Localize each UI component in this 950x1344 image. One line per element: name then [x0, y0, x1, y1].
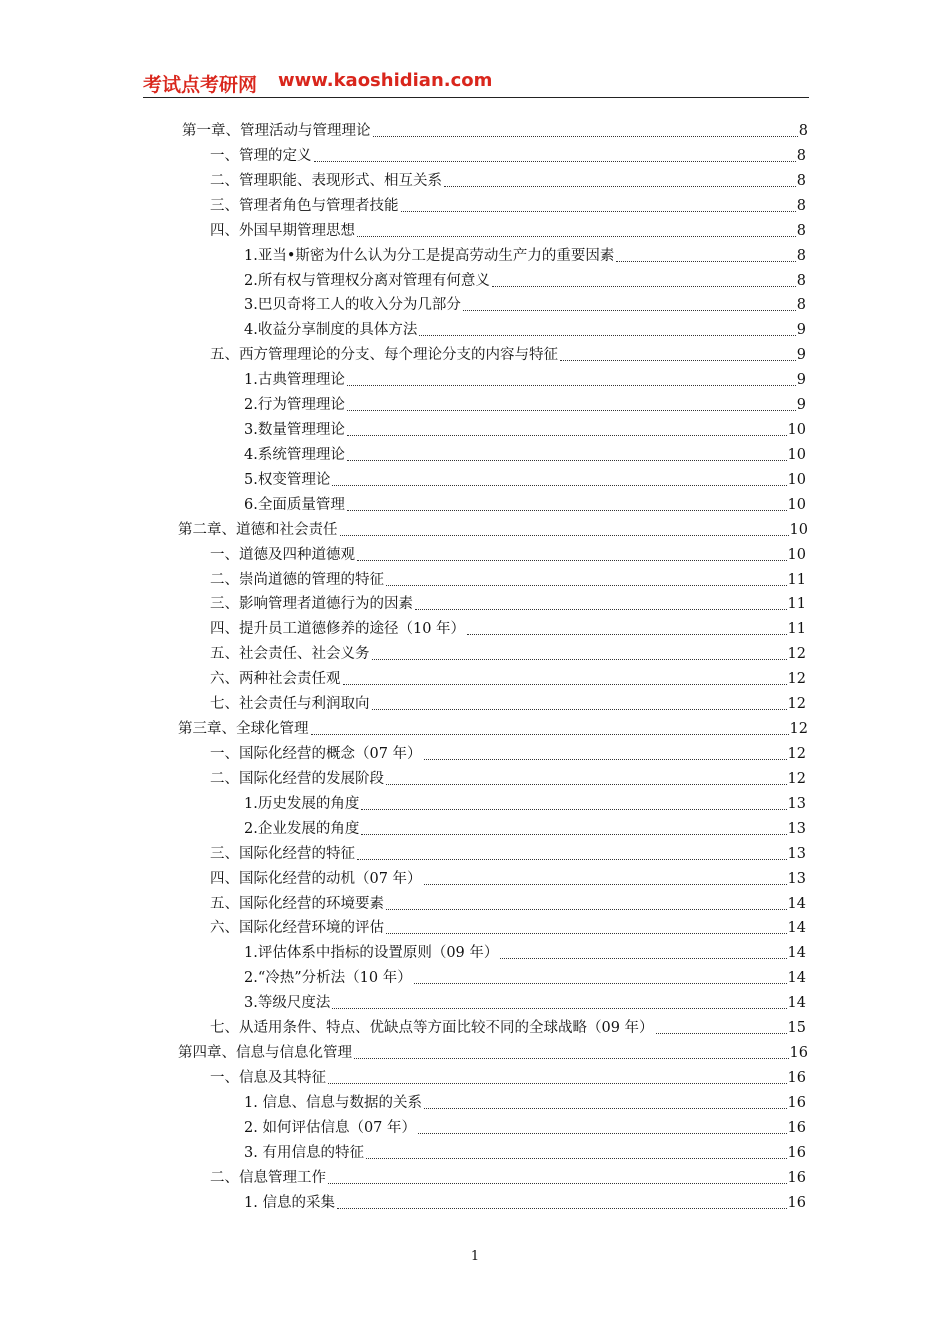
toc-entry-title: 第四章、信息与信息化管理	[178, 1045, 352, 1062]
toc-entry[interactable]	[244, 314, 806, 339]
toc-entry-page: 12	[787, 770, 806, 787]
toc-dot-leader	[372, 649, 787, 660]
toc-entry-page: 12	[787, 696, 806, 713]
toc-entry[interactable]	[244, 987, 806, 1012]
toc-entry-page: 14	[787, 970, 806, 987]
toc-entry-title: 3.等级尺度法	[244, 995, 331, 1012]
toc-dot-leader	[414, 973, 787, 984]
toc-entry[interactable]	[210, 165, 806, 190]
toc-entry[interactable]	[244, 364, 806, 389]
toc-dot-leader	[424, 874, 787, 885]
toc-entry-title: 4.收益分享制度的具体方法	[244, 322, 418, 339]
toc-dot-leader	[467, 624, 786, 635]
toc-entry-title: 一、道德及四种道德观	[210, 546, 355, 563]
toc-dot-leader	[337, 1198, 787, 1209]
toc-entry[interactable]	[210, 863, 806, 888]
toc-dot-leader	[386, 923, 787, 934]
toc-entry-title: 二、管理职能、表现形式、相互关系	[210, 172, 442, 189]
toc-entry-page: 10	[789, 521, 808, 538]
toc-entry-page: 10	[787, 422, 806, 439]
toc-entry-page: 16	[789, 1045, 808, 1062]
toc-entry-page: 14	[787, 995, 806, 1012]
toc-entry-page: 13	[787, 820, 806, 837]
toc-entry[interactable]	[244, 813, 806, 838]
toc-dot-leader	[366, 1148, 787, 1159]
toc-entry-page: 9	[796, 347, 806, 364]
toc-entry-page: 8	[796, 172, 806, 189]
toc-dot-leader	[361, 799, 786, 810]
toc-dot-leader	[500, 948, 786, 959]
toc-entry-title: 一、信息及其特征	[210, 1069, 326, 1086]
toc-dot-leader	[616, 251, 795, 262]
toc-entry[interactable]	[244, 1137, 806, 1162]
toc-entry[interactable]	[210, 613, 806, 638]
toc-dot-leader	[386, 899, 787, 910]
toc-entry[interactable]	[210, 1162, 806, 1187]
toc-entry[interactable]	[178, 713, 808, 738]
toc-entry-page: 16	[787, 1119, 806, 1136]
toc-entry-page: 16	[787, 1169, 806, 1186]
toc-dot-leader	[424, 749, 787, 760]
toc-entry[interactable]	[210, 638, 806, 663]
toc-dot-leader	[343, 674, 787, 685]
toc-entry-page: 8	[796, 297, 806, 314]
toc-entry-title: 四、外国早期管理思想	[210, 222, 355, 239]
toc-dot-leader	[373, 126, 798, 137]
toc-dot-leader	[418, 1123, 787, 1134]
toc-entry-title: 2.所有权与管理权分离对管理有何意义	[244, 272, 490, 289]
toc-entry-page: 9	[796, 372, 806, 389]
toc-entry-title: 4.系统管理理论	[244, 446, 345, 463]
toc-dot-leader	[656, 1023, 787, 1034]
toc-entry-title: 二、信息管理工作	[210, 1169, 326, 1186]
site-url[interactable]: www.kaoshidian.com	[278, 70, 493, 91]
toc-entry[interactable]	[244, 389, 806, 414]
toc-entry[interactable]	[210, 564, 806, 589]
toc-dot-leader	[347, 425, 787, 436]
toc-entry[interactable]	[244, 1187, 806, 1212]
toc-entry-title: 第二章、道德和社会责任	[178, 521, 338, 538]
toc-entry-page: 10	[787, 496, 806, 513]
toc-entry[interactable]	[244, 265, 806, 290]
toc-entry-page: 13	[787, 795, 806, 812]
toc-entry-title: 五、国际化经营的环境要素	[210, 895, 384, 912]
toc-entry-page: 8	[796, 147, 806, 164]
toc-entry-page: 10	[787, 471, 806, 488]
toc-entry[interactable]	[244, 937, 806, 962]
toc-entry-page: 16	[787, 1194, 806, 1211]
toc-entry[interactable]	[244, 414, 806, 439]
toc-dot-leader	[463, 300, 796, 311]
toc-entry[interactable]	[210, 190, 806, 215]
toc-entry[interactable]	[210, 588, 806, 613]
toc-entry-page: 12	[787, 646, 806, 663]
toc-dot-leader	[401, 201, 796, 212]
toc-entry-title: 2. 如何评估信息（07 年）	[244, 1119, 417, 1136]
toc-entry-page: 12	[787, 746, 806, 762]
toc-entry[interactable]	[178, 514, 808, 539]
page-header	[143, 68, 809, 98]
toc-dot-leader	[357, 550, 787, 561]
toc-dot-leader	[347, 450, 787, 461]
toc-entry-title: 二、崇尚道德的管理的特征	[210, 571, 384, 588]
toc-entry-page: 14	[787, 945, 806, 962]
toc-entry-title: 1. 信息、信息与数据的关系	[244, 1094, 422, 1111]
toc-entry-title: 1.古典管理理论	[244, 372, 345, 389]
toc-entry-title: 2.“冷热”分析法（10 年）	[244, 970, 412, 987]
toc-entry-page: 13	[787, 870, 806, 887]
toc-entry-title: 1.评估体系中指标的设置原则（09 年）	[244, 945, 499, 962]
toc-entry[interactable]	[182, 115, 808, 140]
toc-entry[interactable]	[210, 339, 806, 364]
toc-dot-leader	[311, 724, 789, 735]
toc-entry-title: 1. 信息的采集	[244, 1194, 335, 1211]
toc-entry-title: 1.亚当•斯密为什么认为分工是提高劳动生产力的重要因素	[244, 247, 615, 264]
toc-entry[interactable]	[210, 140, 806, 165]
toc-entry-title: 五、西方管理理论的分支、每个理论分支的内容与特征	[210, 347, 558, 364]
toc-dot-leader	[332, 475, 786, 486]
toc-entry[interactable]	[244, 1112, 806, 1137]
toc-entry[interactable]	[210, 912, 806, 937]
toc-dot-leader	[492, 276, 796, 287]
toc-entry-page: 16	[787, 1069, 806, 1086]
toc-entry[interactable]	[244, 962, 806, 987]
toc-entry-page: 9	[796, 322, 806, 339]
toc-entry-title: 五、社会责任、社会义务	[210, 646, 370, 663]
toc-entry-title: 6.全面质量管理	[244, 496, 345, 513]
toc-entry-title: 一、管理的定义	[210, 147, 312, 164]
toc-entry-page: 14	[787, 920, 806, 937]
toc-entry-page: 8	[796, 272, 806, 289]
toc-entry-page: 8	[798, 123, 808, 139]
toc-entry[interactable]	[244, 1087, 806, 1112]
toc-entry-page: 8	[796, 197, 806, 214]
toc-dot-leader	[354, 1048, 789, 1059]
toc-entry-title: 三、影响管理者道德行为的因素	[210, 596, 413, 613]
toc-entry[interactable]	[210, 763, 806, 788]
toc-dot-leader	[444, 176, 796, 187]
toc-entry-page: 16	[787, 1144, 806, 1161]
toc-entry[interactable]	[244, 788, 806, 813]
toc-entry-page: 8	[796, 222, 806, 239]
toc-dot-leader	[357, 849, 787, 860]
toc-entry-title: 3.数量管理理论	[244, 422, 345, 439]
toc-entry[interactable]	[210, 888, 806, 913]
toc-dot-leader	[347, 375, 796, 386]
toc-entry-page: 14	[787, 895, 806, 912]
toc-dot-leader	[386, 575, 787, 586]
toc-entry-page: 9	[796, 397, 806, 414]
toc-entry-title: 四、提升员工道德修养的途径（10 年）	[210, 621, 466, 638]
toc-entry-title: 2.企业发展的角度	[244, 820, 360, 837]
toc-dot-leader	[314, 151, 796, 162]
header-divider	[143, 97, 809, 98]
toc-entry-title: 三、管理者角色与管理者技能	[210, 197, 399, 214]
toc-entry-title: 一、国际化经营的概念（07 年）	[210, 746, 422, 762]
toc-dot-leader	[340, 525, 789, 536]
toc-entry[interactable]	[210, 1062, 806, 1087]
toc-entry[interactable]	[244, 439, 806, 464]
toc-entry-page: 10	[787, 546, 806, 563]
toc-dot-leader	[386, 774, 787, 785]
toc-dot-leader	[332, 998, 786, 1009]
toc-entry-title: 四、国际化经营的动机（07 年）	[210, 870, 422, 887]
brand-logo-text: 考试点考研网	[143, 74, 258, 96]
toc-entry-title: 3.巴贝奇将工人的收入分为几部分	[244, 297, 461, 314]
toc-entry[interactable]	[244, 289, 806, 314]
toc-entry-title: 1.历史发展的角度	[244, 795, 360, 812]
toc-entry-title: 第一章、管理活动与管理理论	[182, 123, 371, 139]
toc-entry[interactable]	[210, 838, 806, 863]
toc-entry-page: 15	[787, 1020, 806, 1037]
toc-entry-page: 12	[789, 721, 808, 738]
toc-entry-page: 11	[787, 596, 806, 613]
toc-dot-leader	[347, 400, 796, 411]
toc-entry-title: 二、国际化经营的发展阶段	[210, 770, 384, 787]
toc-dot-leader	[328, 1073, 787, 1084]
toc-entry-page: 11	[787, 571, 806, 588]
toc-entry[interactable]	[178, 1037, 808, 1062]
toc-entry[interactable]	[210, 539, 806, 564]
toc-entry-title: 六、国际化经营环境的评估	[210, 920, 384, 937]
toc-entry-title: 2.行为管理理论	[244, 397, 345, 414]
toc-entry-page: 12	[787, 671, 806, 688]
toc-entry[interactable]	[210, 215, 806, 240]
toc-entry[interactable]	[210, 738, 806, 763]
toc-entry-page: 8	[796, 247, 806, 264]
toc-dot-leader	[357, 226, 796, 237]
toc-entry[interactable]	[210, 663, 806, 688]
toc-entry-title: 七、从适用条件、特点、优缺点等方面比较不同的全球战略（09 年）	[210, 1020, 654, 1037]
toc-dot-leader	[415, 599, 787, 610]
toc-entry-page: 13	[787, 845, 806, 862]
toc-dot-leader	[347, 500, 787, 511]
toc-dot-leader	[328, 1173, 787, 1184]
toc-dot-leader	[419, 325, 795, 336]
toc-entry[interactable]	[210, 1012, 806, 1037]
toc-entry-title: 第三章、全球化管理	[178, 721, 309, 738]
toc-dot-leader	[372, 699, 787, 710]
toc-entry-title: 5.权变管理论	[244, 471, 331, 488]
toc-entry-page: 10	[787, 446, 806, 463]
toc-entry-title: 三、国际化经营的特征	[210, 845, 355, 862]
toc-entry-page: 16	[787, 1094, 806, 1111]
toc-entry[interactable]	[244, 464, 806, 489]
toc-entry-title: 3. 有用信息的特征	[244, 1144, 364, 1161]
toc-entry-page: 11	[787, 621, 806, 638]
toc-dot-leader	[560, 350, 796, 361]
toc-entry-title: 七、社会责任与利润取向	[210, 696, 370, 713]
toc-dot-leader	[424, 1098, 787, 1109]
toc-entry[interactable]	[244, 489, 806, 514]
page-number: 1	[470, 1249, 480, 1264]
toc-entry[interactable]	[244, 240, 806, 265]
toc-entry[interactable]	[210, 688, 806, 713]
toc-entry-title: 六、两种社会责任观	[210, 671, 341, 688]
toc-dot-leader	[361, 824, 786, 835]
